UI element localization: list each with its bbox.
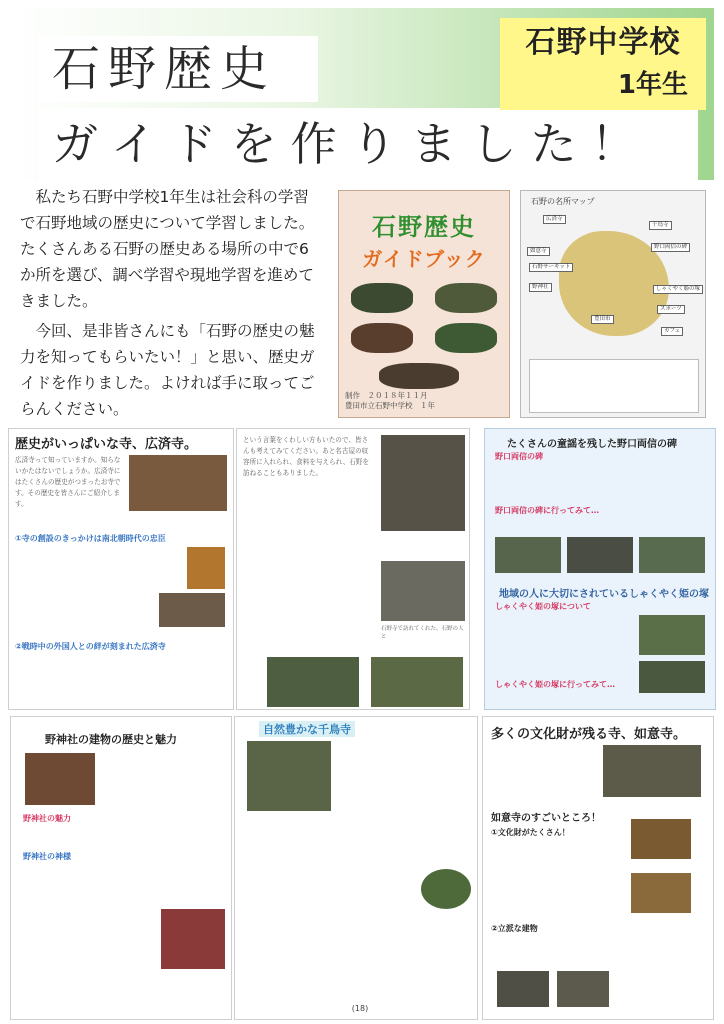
cover-footer-school: 豊田市立石野中学校 １年 <box>345 401 435 410</box>
panel-subheading: ①文化財がたくさん！ <box>491 828 570 837</box>
cover-photo <box>351 283 413 313</box>
festival-photo <box>161 909 225 969</box>
map-label: 石野サーキット <box>529 263 573 272</box>
shrine-photo <box>25 753 95 805</box>
badge-grade: 1年生 <box>617 70 688 100</box>
intro-paragraph-1: 私たち石野中学校1年生は社会科の学習で石野地域の歴史について学習しました。たくさんある石野の歴史ある場所の中で6か所を選び、調べ学習や現地学習を進めてきました。 <box>20 188 315 310</box>
panel-body: という言葉をくわしい方もいたので、皆さんも考えてみてください。あと名古屋の収容所に入れられ、食料を与えられ、石野を訪ねることもありました。 <box>243 436 370 477</box>
map-label: 広済寺 <box>543 215 566 224</box>
panel-subheading: 野神社の神様 <box>23 852 71 861</box>
building-photo <box>557 971 609 1007</box>
temple-photo <box>129 455 227 511</box>
temple-photo <box>247 741 331 811</box>
cover-photo <box>435 323 497 353</box>
guidebook-cover <box>338 190 510 418</box>
monument-photo <box>567 537 633 573</box>
panel-subheading: ②立派な建物 <box>491 924 538 933</box>
temple-photo <box>371 657 463 707</box>
page-number: (18) <box>351 1004 369 1013</box>
panel-kosaiji <box>8 428 234 710</box>
sightseeing-map <box>520 190 706 418</box>
grave-photo <box>159 593 225 627</box>
buddha-photo <box>631 873 691 913</box>
panel-subheading: しゃくやく姫の塚について <box>495 602 591 611</box>
panel-subheading: 如意寺のすごいところ！ <box>491 813 601 824</box>
building-photo <box>497 971 549 1007</box>
map-title: 石野の名所マップ <box>531 197 595 206</box>
panel-title: 多くの文化財が残る寺、如意寺。 <box>491 727 687 742</box>
map-label: 野神社 <box>529 283 552 292</box>
map-label: 豊田市 <box>591 315 614 324</box>
badge-school: 石野中学校 <box>525 25 681 60</box>
panel-title-secondary: 地域の人に大切にされているしゃくやく姫の塚 <box>499 589 709 600</box>
map-label: しゃくやく姫の塚 <box>653 285 703 294</box>
intro-text <box>20 184 320 416</box>
panel-title: 自然豊かな千鳥寺 <box>259 721 355 737</box>
panel-subheading: 野口両信の碑に行ってみて… <box>495 506 599 515</box>
intro-paragraph-2: 今回、是非皆さんにも「石野の歴史の魅力を知ってもらいたい！」と思い、歴史ガイドを作りました。よければ手に取ってごらんください。 <box>20 322 315 418</box>
monument-photo <box>495 537 561 573</box>
cover-photo <box>379 363 459 389</box>
panel-subheading: 野口両信の碑 <box>495 452 543 461</box>
cover-photo <box>351 323 413 353</box>
panel-subheading: しゃくやく姫の塚に行ってみて… <box>495 680 615 689</box>
school-badge <box>500 18 706 110</box>
cover-footer-date: 制作 ２０１８年１１月 <box>345 391 428 400</box>
page-title-line1: 石野歴史 <box>38 36 318 102</box>
family-photo <box>381 435 465 531</box>
panel-noguchi-monument <box>484 428 716 710</box>
map-label: 如意寺 <box>527 247 550 256</box>
cover-photo <box>435 283 497 313</box>
panel-subheading: 野神社の魅力 <box>23 814 71 823</box>
photo-caption: 石野寺で訪れてくれた、石野の人と <box>381 626 464 640</box>
monument-photo <box>639 537 705 573</box>
map-legend-table <box>529 359 699 413</box>
cover-footer <box>345 391 435 411</box>
flower-photo <box>421 869 471 909</box>
panel-title: 野神社の建物の歴史と魅力 <box>45 733 177 746</box>
map-label: 野口両信の碑 <box>651 243 690 252</box>
map-label: スポーツ <box>657 305 685 314</box>
panel-chidoriji <box>234 716 478 1020</box>
buddha-photo <box>631 819 691 859</box>
tomb-photo <box>639 661 705 693</box>
panel-nojinja <box>10 716 232 1020</box>
cover-subtitle: ガイドブック <box>362 247 486 271</box>
panel-title: たくさんの童謡を残した野口両信の碑 <box>507 439 677 450</box>
panel-subheading: ①寺の創設のきっかけは南北朝時代の忠臣 <box>15 534 166 543</box>
statue-photo <box>187 547 225 589</box>
tomb-photo <box>639 615 705 655</box>
panel-title: 歴史がいっぱいな寺、広済寺。 <box>15 437 198 452</box>
map-label: 千鳥寺 <box>649 221 672 230</box>
page-title-line2: ガイドを作りました！ <box>38 108 698 180</box>
panel-kosaiji-continued <box>236 428 470 710</box>
monument-photo <box>381 561 465 621</box>
map-label: カフェ <box>661 327 683 336</box>
panel-subheading: ②戦時中の外国人との絆が刻まれた広済寺 <box>15 642 166 651</box>
gate-photo <box>267 657 359 707</box>
cover-title: 石野歴史 <box>372 213 476 241</box>
panel-nyoiji <box>482 716 714 1020</box>
panel-body: 広済寺って知っていますか。知らないかたはないでしょうか。広済寺にはたくさんの歴史がつまったお寺です。その歴史を皆さんにご紹介します。 <box>15 456 121 508</box>
temple-photo <box>603 745 701 797</box>
